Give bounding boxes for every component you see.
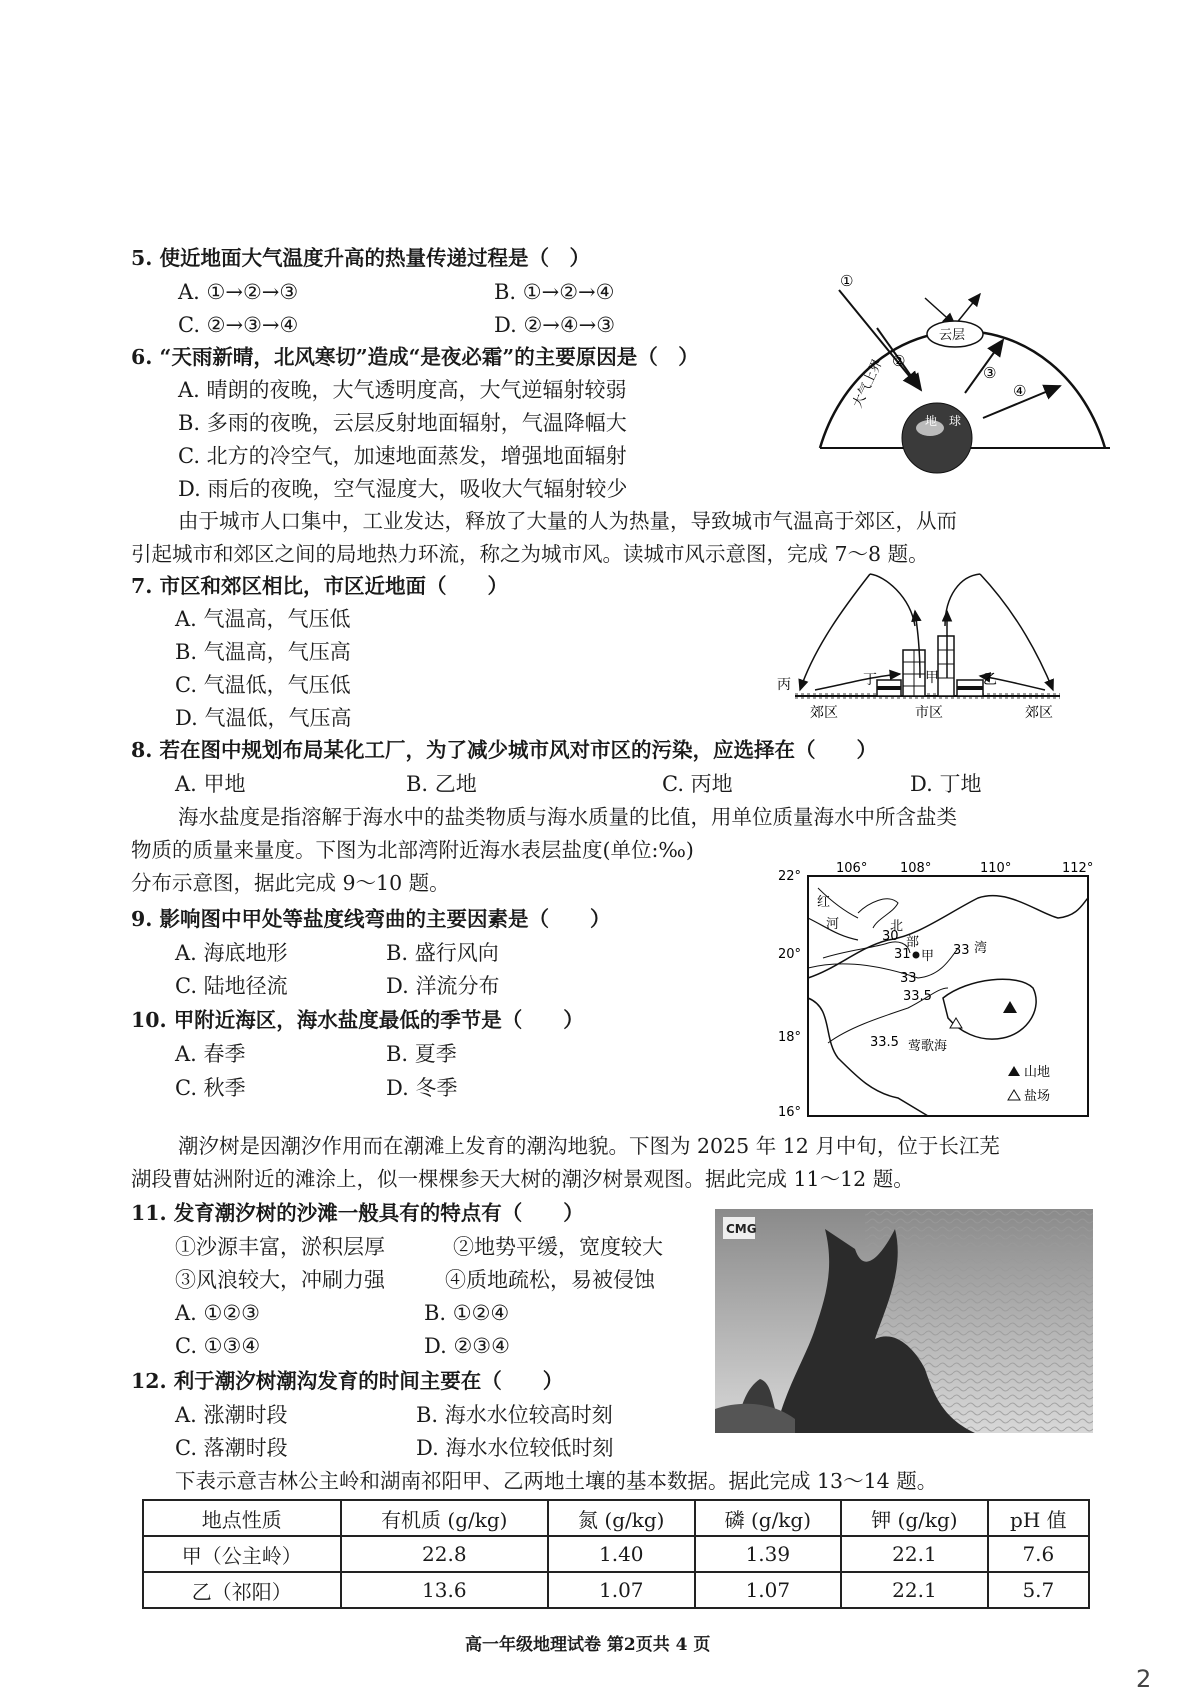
label-v33b: 33 [900,971,917,986]
label-v335a: 33.5 [903,989,932,1004]
label-bing: 丙 [777,677,791,693]
q9-option-b: B. 盛行风向 [386,941,499,965]
lat-16: 16° [778,1105,802,1120]
table-cell: 7.6 [988,1536,1089,1572]
legend-mountain: 山地 [1024,1065,1051,1080]
table-cell: 1.07 [548,1572,695,1608]
q6-option-a: A. 晴朗的夜晚，大气透明度高，大气逆辐射较弱 [178,378,627,402]
q7-option-a: A. 气温高，气压低 [175,607,351,631]
label-jia: 甲 [925,670,939,686]
q12-stem: 12. 利于潮汐树潮沟发育的时间主要在（ ） [131,1369,564,1393]
label-3: ③ [983,364,997,382]
q7-option-d: D. 气温低，气压高 [175,706,352,730]
q11-statement-3: ③风浪较大，冲刷力强 [175,1268,385,1292]
q12-option-b: B. 海水水位较高时刻 [416,1403,613,1427]
q11-statement-4: ④质地疏松，易被侵蚀 [445,1268,655,1292]
q6-option-d: D. 雨后的夜晚，空气湿度大，吸收大气辐射较少 [178,477,628,501]
q9-option-a: A. 海底地形 [175,941,288,965]
legend-saltfield: 盐场 [1024,1089,1051,1104]
lat-20: 20° [778,947,802,962]
table-row [143,1572,1089,1608]
atmos-label: 大气上界 [850,356,886,411]
q10-option-d: D. 冬季 [386,1076,458,1100]
intro-tidal-line2: 湖段曹姑洲附近的滩涂上，似一棵棵参天大树的潮汐树景观图。据此完成 11～12 题。 [131,1167,914,1191]
q6-option-c: C. 北方的冷空气，加速地面蒸发，增强地面辐射 [178,444,627,468]
label-bei: 北 [890,919,904,934]
q9-option-c: C. 陆地径流 [175,974,288,998]
q11-option-d: D. ②③④ [424,1334,510,1358]
table-cell: 1.40 [548,1536,695,1572]
q9-option-d: D. 洋流分布 [386,974,500,998]
label-wan: 湾 [974,941,988,956]
q11-option-b: B. ①②④ [424,1301,510,1325]
cloud-label: 云层 [939,328,966,343]
q11-statement-2: ②地势平缓，宽度较大 [453,1235,663,1259]
lat-18: 18° [778,1030,802,1045]
label-city: 市区 [915,705,943,721]
table-cell: 13.6 [341,1572,548,1608]
q9-stem: 9. 影响图中甲处等盐度线弯曲的主要因素是（ ） [131,907,611,931]
page-footer: 高一年级地理试卷 第2页共 4 页 [465,1635,711,1655]
lat-22: 22° [778,869,802,884]
lon-112: 112° [1062,861,1094,876]
q8-stem: 8. 若在图中规划布局某化工厂，为了减少城市风对市区的污染，应选择在（ ） [131,738,878,762]
label-v33a: 33 [953,943,970,958]
table-cell: 22.1 [841,1536,988,1572]
label-v335b: 33.5 [870,1035,899,1050]
label-v31: 31 [894,947,911,962]
q11-stem: 11. 发育潮汐树的沙滩一般具有的特点有（ ） [131,1201,584,1225]
q7-option-c: C. 气温低，气压低 [175,673,351,697]
intro-salinity-line2: 物质的质量来量度。下图为北部湾附近海水表层盐度(单位:‰) [131,838,694,862]
intro-soil: 下表示意吉林公主岭和湖南祁阳甲、乙两地土壤的基本数据。据此完成 13～14 题。 [175,1469,938,1493]
q8-option-a: A. 甲地 [175,772,246,796]
label-jia: 甲 [921,949,935,964]
q6-option-b: B. 多雨的夜晚，云层反射地面辐射，气温降幅大 [178,411,627,435]
q8-option-c: C. 丙地 [662,772,733,796]
q11-option-c: C. ①③④ [175,1334,261,1358]
label-sea: 莺歌海 [908,1039,948,1054]
q5-option-b: B. ①→②→④ [494,280,615,304]
city-wind-diagram [775,566,1075,724]
q5-option-a: A. ①→②→③ [178,280,299,304]
table-header-row [143,1500,1089,1536]
point-jia [913,952,920,959]
label-v30: 30 [882,929,899,944]
q6-stem: 6. “天雨新晴，北风寒切”造成“是夜必霜”的主要原因是（ ） [131,345,699,369]
label-ding: 丁 [863,672,877,688]
q10-stem: 10. 甲附近海区，海水盐度最低的季节是（ ） [131,1008,584,1032]
table-cell: 22.8 [341,1536,548,1572]
q12-option-d: D. 海水水位较低时刻 [416,1436,614,1460]
lon-106: 106° [836,861,868,876]
lon-110: 110° [980,861,1012,876]
q5-stem: 5. 使近地面大气温度升高的热量传递过程是（ ） [131,246,591,270]
q10-option-b: B. 夏季 [386,1042,457,1066]
q8-option-b: B. 乙地 [406,772,477,796]
photo-logo: CMG [726,1222,757,1236]
lon-108: 108° [900,861,932,876]
q11-statement-1: ①沙源丰富，淤积层厚 [175,1235,385,1259]
q12-option-c: C. 落潮时段 [175,1436,288,1460]
q8-option-d: D. 丁地 [910,772,982,796]
intro-salinity-line1: 海水盐度是指溶解于海水中的盐类物质与海水质量的比值，用单位质量海水中所含盐类 [178,805,957,829]
q7-option-b: B. 气温高，气压高 [175,640,351,664]
label-river1: 红 [817,895,831,910]
page-corner-number: 2 [1136,1665,1152,1693]
table-cell: 甲（公主岭） [143,1536,341,1572]
table-header: 磷 (g/kg) [695,1500,842,1536]
tidal-tree-photo [715,1209,1093,1433]
table-cell: 22.1 [841,1572,988,1608]
table-header: 有机质 (g/kg) [341,1500,548,1536]
table-header: 地点性质 [143,1500,341,1536]
q7-stem: 7. 市区和郊区相比，市区近地面（ ） [131,574,509,598]
label-1: ① [840,272,854,290]
table-header: 氮 (g/kg) [548,1500,695,1536]
q12-option-a: A. 涨潮时段 [175,1403,288,1427]
table-cell: 1.07 [695,1572,842,1608]
building-2 [938,636,954,696]
table-header: 钾 (g/kg) [841,1500,988,1536]
label-bu: 部 [906,935,920,950]
label-4: ④ [1013,382,1027,400]
table-cell: 5.7 [988,1572,1089,1608]
label-river2: 河 [826,917,840,932]
soil-table [142,1499,1090,1609]
earth-label: 地 球 [925,414,962,428]
q11-option-a: A. ①②③ [175,1301,260,1325]
q5-option-c: C. ②→③→④ [178,313,299,337]
intro-city-line2: 引起城市和郊区之间的局地热力环流，称之为城市风。读城市风示意图，完成 7～8 题。 [131,542,929,566]
label-suburb-right: 郊区 [1025,705,1053,721]
label-suburb-left: 郊区 [810,705,838,721]
table-header: pH 值 [988,1500,1089,1536]
label-yi: 乙 [983,672,997,688]
label-2: ② [892,352,906,370]
table-row [143,1536,1089,1572]
intro-salinity-line3: 分布示意图，据此完成 9～10 题。 [131,871,450,895]
table-cell: 1.39 [695,1536,842,1572]
intro-tidal-line1: 潮汐树是因潮汐作用而在潮滩上发育的潮沟地貌。下图为 2025 年 12 月中旬，位于长江芜 [178,1134,1000,1158]
q10-option-c: C. 秋季 [175,1076,246,1100]
salinity-map [778,858,1094,1120]
radiation-diagram [815,268,1110,450]
q10-option-a: A. 春季 [175,1042,246,1066]
q5-option-d: D. ②→④→③ [494,313,616,337]
table-cell: 乙（祁阳） [143,1572,341,1608]
intro-city-line1: 由于城市人口集中，工业发达，释放了大量的人为热量，导致城市气温高于郊区，从而 [178,509,957,533]
